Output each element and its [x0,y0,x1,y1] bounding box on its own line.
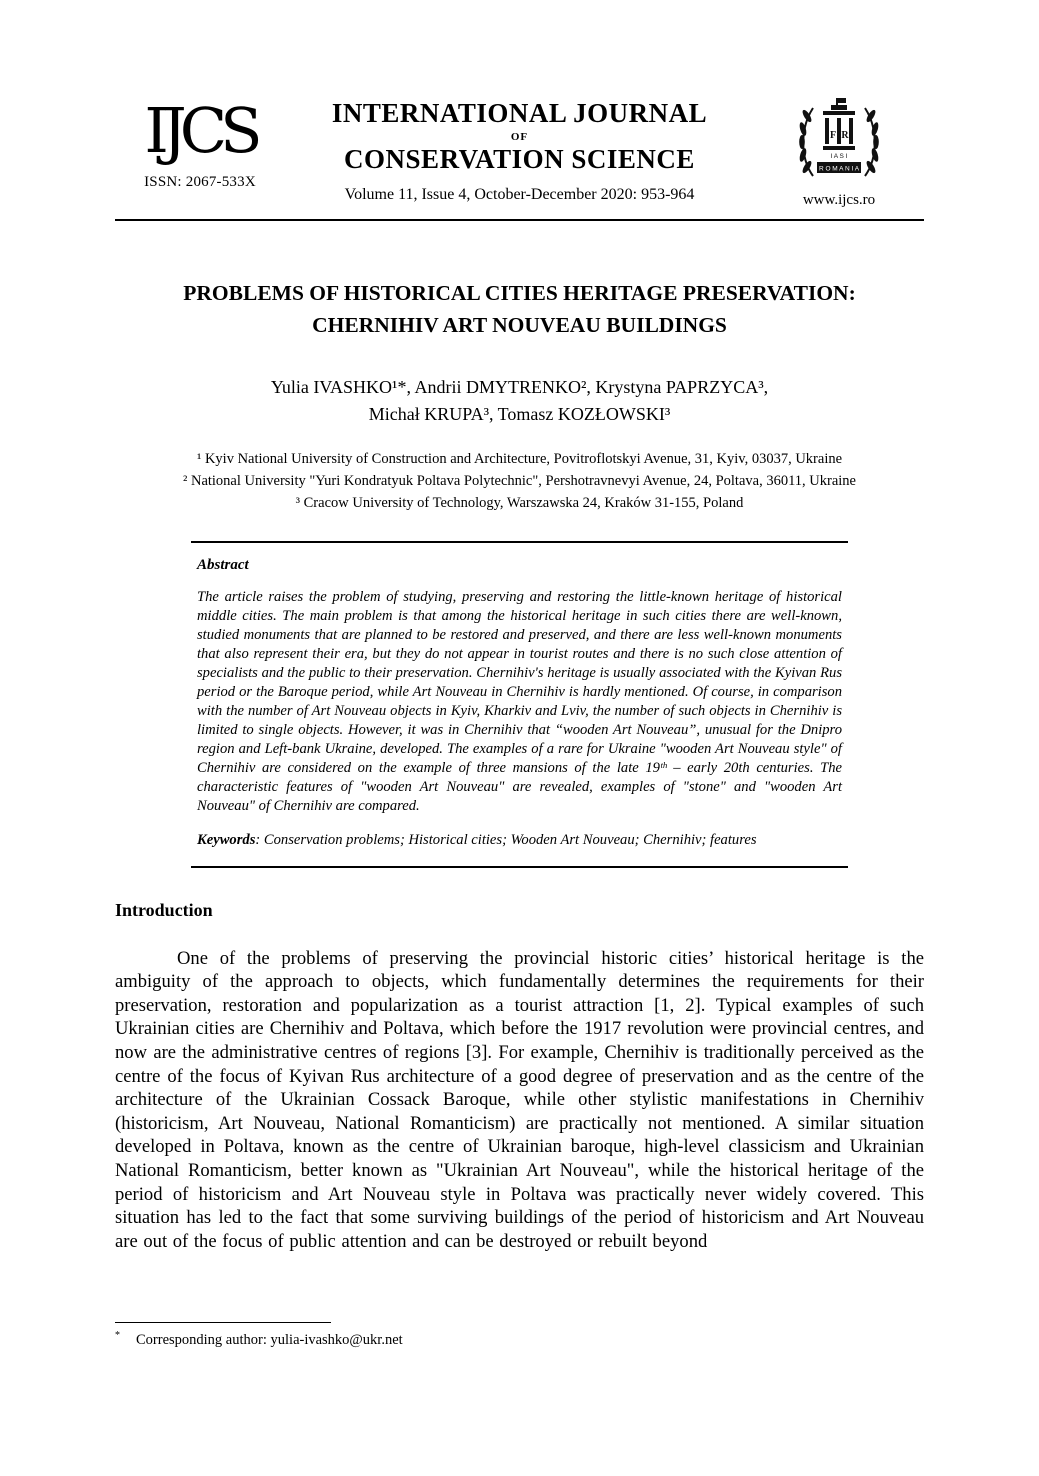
affiliation-3: ³ Cracow University of Technology, Warszawska 24, Kraków 31-155, Poland [295,495,744,512]
paper-title-line2: CHERNIHIV ART NOUVEAU BUILDINGS [312,313,727,338]
paper-title-line1: PROBLEMS OF HISTORICAL CITIES HERITAGE PRESERVATION: [183,281,856,305]
keywords-line [197,831,842,850]
section-heading-introduction: Introduction [115,899,213,920]
journal-title-of: OF [510,131,529,143]
journal-masthead [115,96,924,209]
ijcs-logo: IJCS [144,94,256,167]
abstract-heading: Abstract [197,556,249,573]
footnote-divider [115,1322,331,1323]
journal-title-line2: CONSERVATION SCIENCE [344,144,695,174]
introduction-paragraph: One of the problems of preserving the provincial historic cities’ historical heritage is the ambiguity of the approach to objects, which fundamentally determines the requirements for their preservation, restoration and popularization as a tourist attraction [1, 2]. Typical examples of such Ukrainian cities are Chernihiv and Poltava, which before the 1917 revolution were provincial centres, and now are the administrative centres of regions [3]. For example, Chernihiv is traditionally perceived as the centre of the focus of Kyivan Rus architecture of a good degree of preservation and as the centre of the architecture of the Ukrainian Cossack Baroque, while other stylistic manifestations in Chernihiv (historicism, Art Nouveau, National Romanticism) are practically not mentioned. A similar situation developed in Poltava, known as the centre of Ukrainian baroque, high-level classicism and Ukrainian National Romanticism, better known as "Ukrainian Art Nouveau", while the historical heritage of the period of historicism and Art Nouveau style in Poltava was practically never widely covered. This situation has led to the fact that some surviving buildings of the period of historicism and Art Nouveau are out of the focus of public attention and can be destroyed or rebuilt beyond [115,947,924,1252]
affiliation-2: ² National University "Yuri Kondratyuk Poltava Polytechnic", Pershotravnevyi Avenue, 24, Poltava, 36011, Ukraine [183,472,856,489]
abstract-text: The article raises the problem of studying, preserving and restoring the little-known heritage of historical middle cities. The main problem is that among the historical heritage in such cities there are well-known, studied monuments that are planned to be restored and preserved, and there are less well-known monuments that also represent their era, but they do not appear in tourist routes and there is no such close attention of specialists and the public to their preservation. Chernihiv's heritage is usually associated with the Kyivan Rus period or the Baroque period, while Art Nouveau in Chernihiv is hardly mentioned. Of course, in comparison with the number of Art Nouveau objects in Kyiv, Kharkiv and Lviv, the number of such objects in Chernihiv is limited to single objects. However, it was in Chernihiv that “wooden Art Nouveau”, unusual for the Dnipro region and Left-bank Ukraine, developed. The examples of a rare for Ukraine "wooden Art Nouveau style" of Chernihiv are considered on the example of three mansions of the late 19ᵗʰ – early 20th centuries. The characteristic features of "wooden Art Nouveau" are revealed, examples of "stone" and "wooden Art Nouveau" of Chernihiv are compared. [197,588,842,814]
authors-line2: Michał KRUPA³, Tomasz KOZŁOWSKI³ [368,403,671,424]
footnote-marker: * [115,1330,120,1341]
abstract-section [191,541,848,868]
emblem-country-label: R O M A N I A [818,165,860,173]
keywords-label: Keywords [197,831,256,848]
keywords-text: : Conservation problems; Historical cities; Wooden Art Nouveau; Chernihiv; features [255,831,757,848]
issn-label: ISSN: 2067-533X [144,174,256,190]
footnote-line [115,1330,815,1349]
emblem-letter-f: F [829,130,837,141]
journal-logo-block [115,96,285,191]
affiliation-1: ¹ Kyiv National University of Construction and Architecture, Povitroflotskyi Avenue, 31, Kyiv, 03037, Ukraine [196,450,843,467]
corresponding-author-email[interactable]: Corresponding author: yulia-ivashko@ukr.net [136,1331,403,1348]
header-divider [115,219,924,221]
authors-block [115,374,924,428]
romania-emblem-icon [787,96,891,184]
volume-issue-info: Volume 11, Issue 4, October-December 2020: 953-964 [344,186,695,203]
paper-title [115,277,924,342]
emblem-letter-r: R [841,130,849,141]
authors-line1: Yulia IVASHKO¹*, Andrii DMYTRENKO², Krystyna PAPRZYCA³, [270,376,769,397]
emblem-city-label: I A S I [830,153,848,160]
journal-emblem-block [754,96,924,209]
journal-title-block [285,96,754,204]
affiliations-block [115,448,924,515]
footnote-block [115,1322,815,1349]
journal-website-link[interactable]: www.ijcs.ro [802,192,876,208]
journal-title-line1: INTERNATIONAL JOURNAL [331,98,708,128]
